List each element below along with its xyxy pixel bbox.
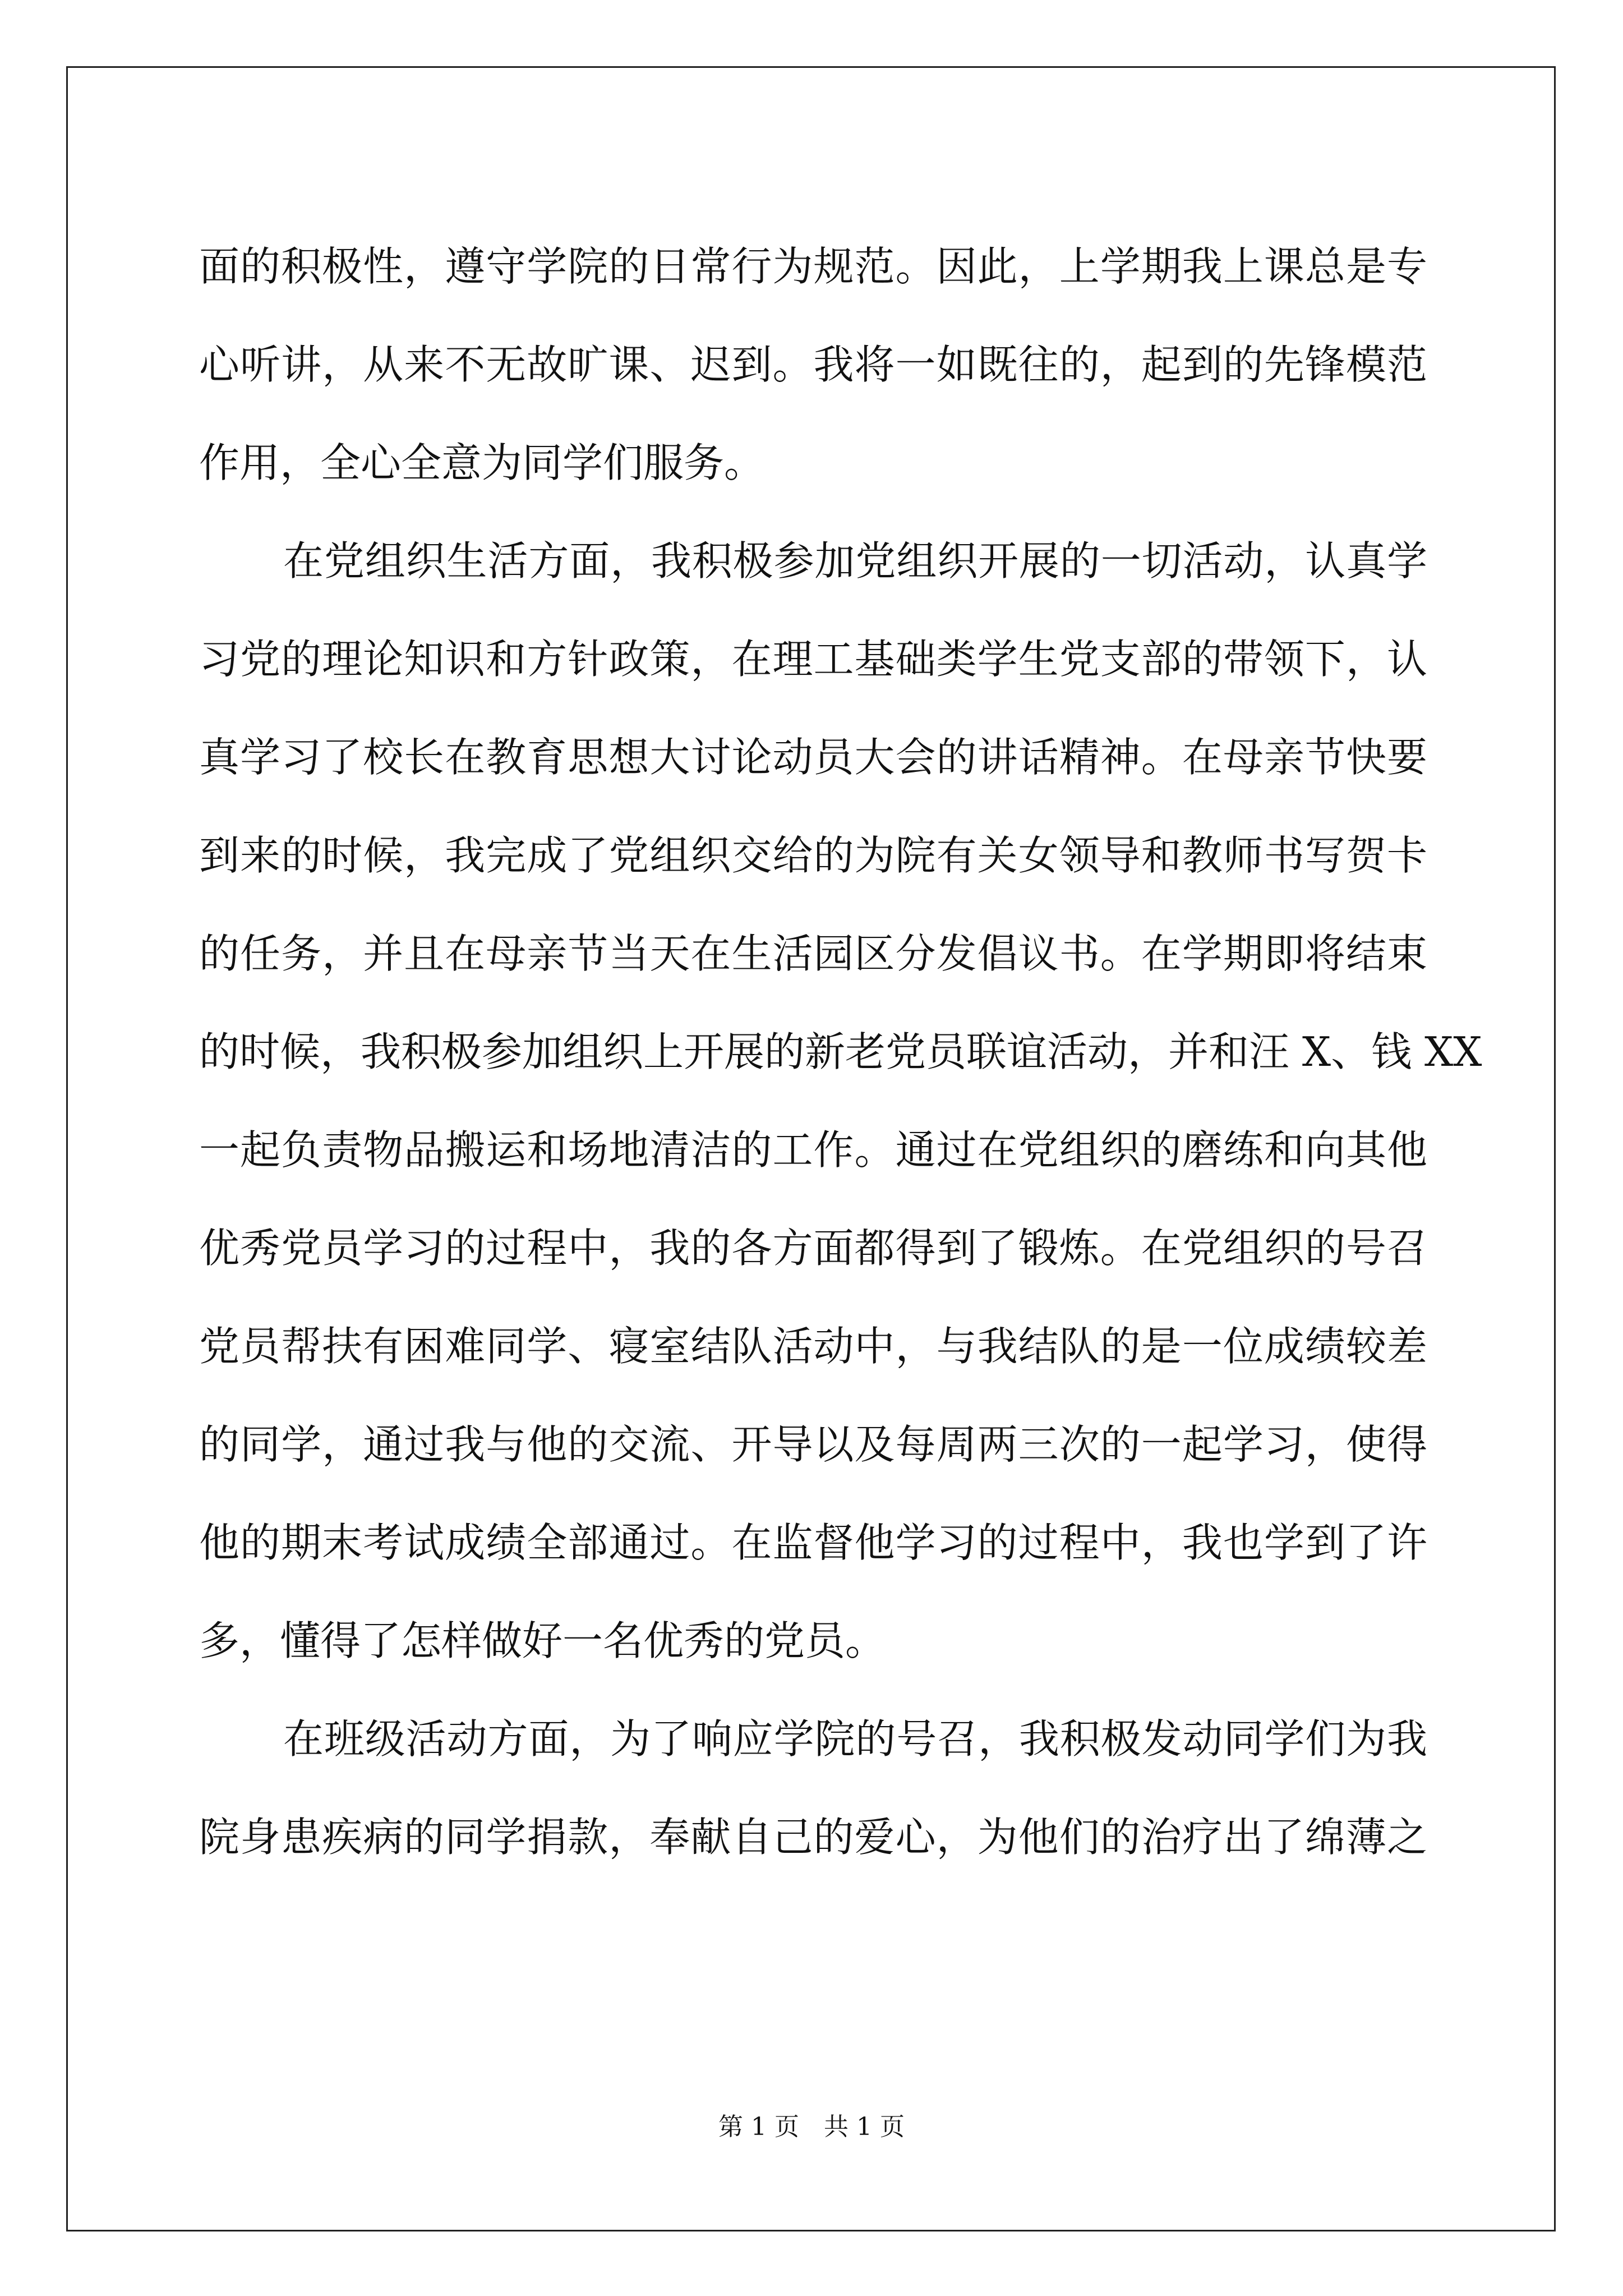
text-line: 优秀党员学习的过程中，我的各方面都得到了锻炼。在党组织的号召 — [199, 1225, 1427, 1272]
page-footer: 第 1 页 共 1 页 — [718, 2113, 905, 2141]
paragraph — [199, 512, 1482, 1690]
text-line: 党员帮扶有困难同学、寝室结队活动中，与我结队的是一位成绩较差 — [199, 1323, 1427, 1370]
text-line: 的同学，通过我与他的交流、开导以及每周两三次的一起学习，使得 — [199, 1421, 1427, 1468]
paragraph — [199, 218, 1427, 512]
text-line: 真学习了校长在教育思想大讨论动员大会的讲话精神。在母亲节快要 — [199, 734, 1427, 781]
text-line: 心听讲，从来不无故旷课、迟到。我将一如既往的，起到的先锋模范 — [199, 341, 1427, 388]
text-line: 院身患疾病的同学捐款，奉献自己的爱心，为他们的治疗出了绵薄之 — [199, 1814, 1427, 1861]
text-line: 作用，全心全意为同学们服务。 — [199, 439, 765, 486]
document-body — [199, 218, 1482, 1887]
text-line: 面的积极性，遵守学院的日常行为规范。因此，上学期我上课总是专 — [199, 243, 1427, 290]
text-line: 他的期末考试成绩全部通过。在监督他学习的过程中，我也学到了许 — [199, 1519, 1427, 1566]
text-line: 多，懂得了怎样做好一名优秀的党员。 — [199, 1617, 886, 1664]
text-line: 在班级活动方面，为了响应学院的号召，我积极发动同学们为我 — [283, 1715, 1427, 1763]
text-line: 的时候，我积极参加组织上开展的新老党员联谊活动，并和汪 X、钱 XX — [199, 1028, 1482, 1075]
paragraph — [199, 1690, 1427, 1887]
text-line: 在党组织生活方面，我积极参加党组织开展的一切活动，认真学 — [283, 537, 1427, 585]
text-line: 到来的时候，我完成了党组织交给的为院有关女领导和教师书写贺卡 — [199, 832, 1427, 879]
text-line: 习党的理论知识和方针政策，在理工基础类学生党支部的带领下，认 — [199, 636, 1427, 683]
text-line: 的任务，并且在母亲节当天在生活园区分发倡议书。在学期即将结束 — [199, 930, 1427, 977]
text-line: 一起负责物品搬运和场地清洁的工作。通过在党组织的磨练和向其他 — [199, 1126, 1427, 1174]
